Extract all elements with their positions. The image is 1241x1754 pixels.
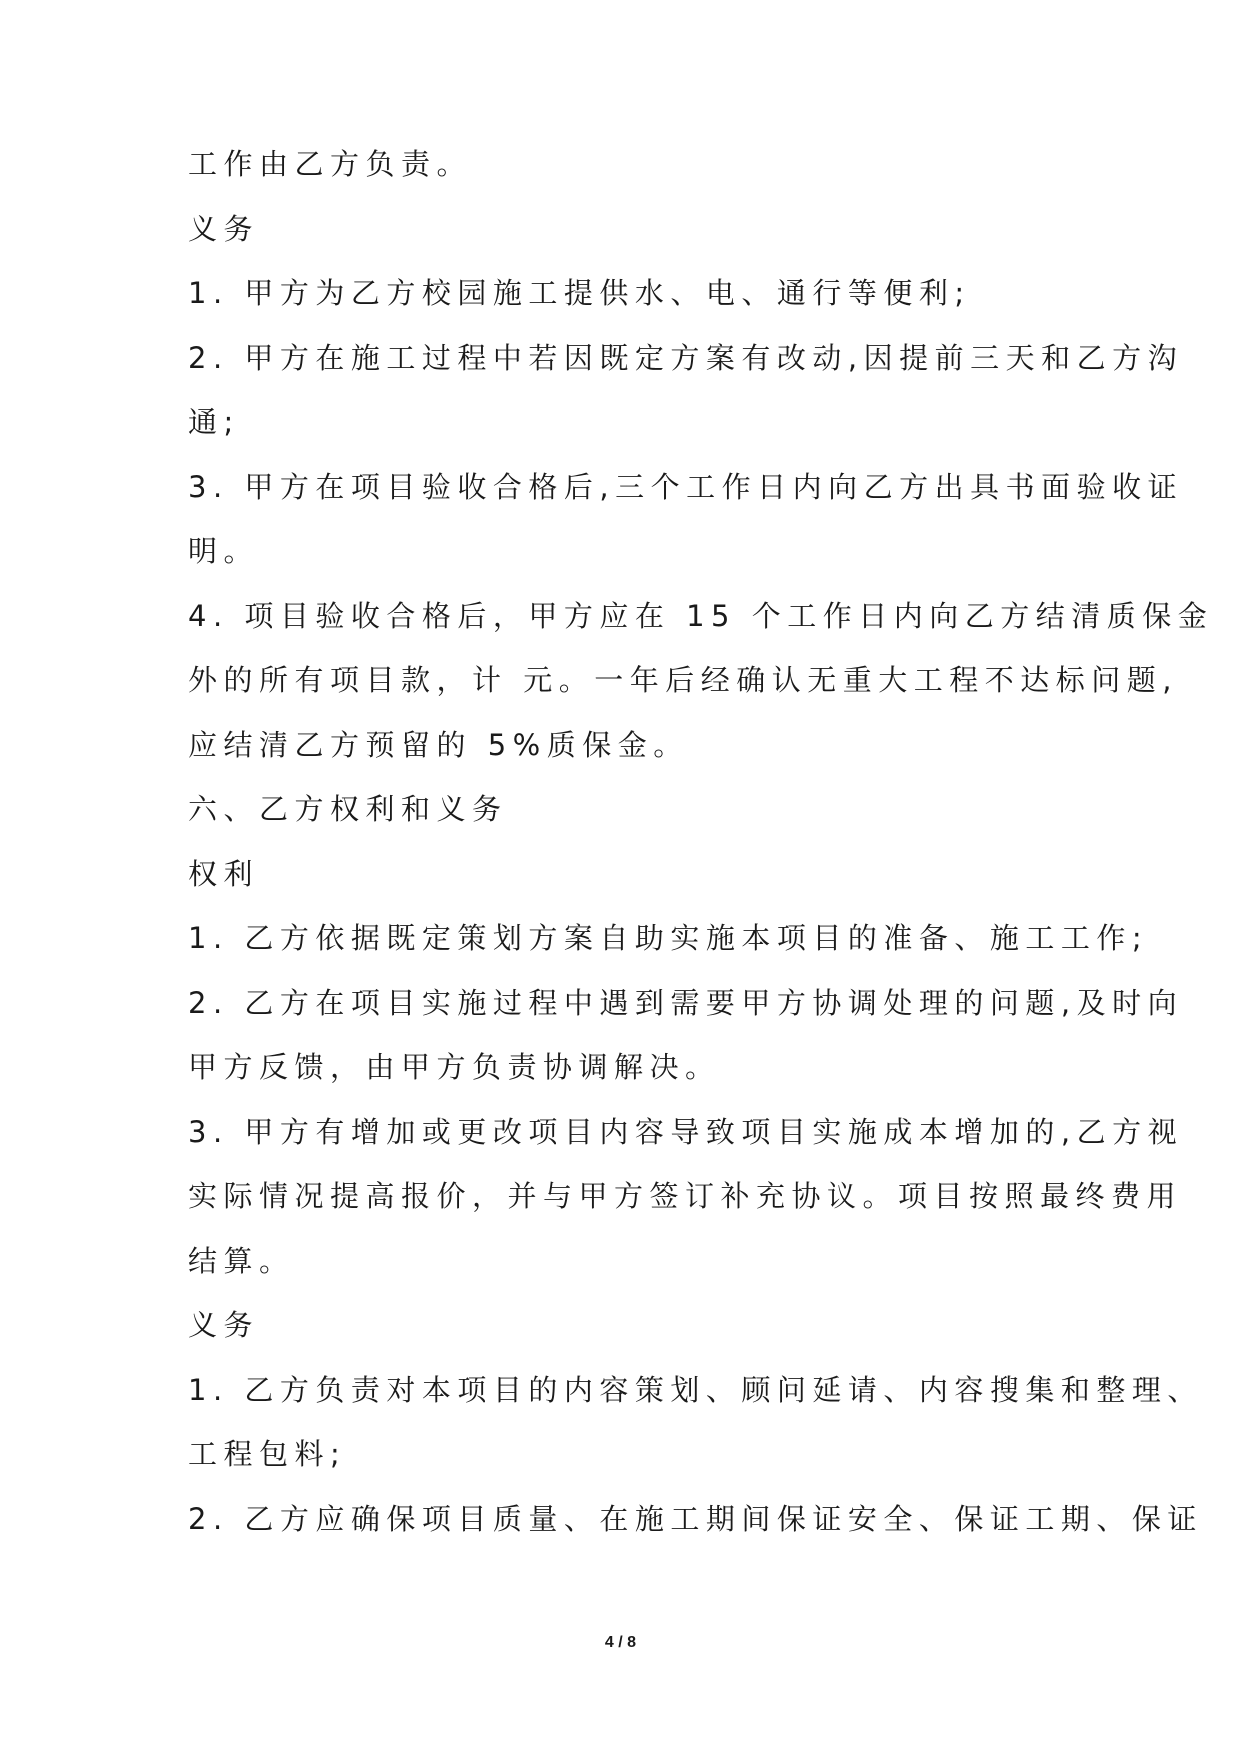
text-line: 工作由乙方负责。 — [188, 147, 473, 181]
text-line: 明。 — [188, 534, 260, 568]
section-heading: 义务 — [188, 211, 260, 246]
page-number: 4 / 8 — [604, 1634, 637, 1651]
text-line: 甲方反馈，由甲方负责协调解决。 — [188, 1050, 721, 1084]
text-line: 2. 乙方在项目实施过程中遇到需要甲方协调处理的问题,及时向 — [188, 985, 1184, 1020]
text-line: 1. 甲方为乙方校园施工提供水、电、通行等便利; — [188, 276, 971, 310]
body-text — [188, 147, 1214, 1569]
text-line: 结算。 — [188, 1243, 295, 1278]
section-heading: 权利 — [188, 856, 260, 891]
section-heading: 六、乙方权利和义务 — [188, 792, 508, 826]
text-line: 工程包料; — [188, 1437, 347, 1471]
text-line: 3. 甲方有增加或更改项目内容导致项目实施成本增加的,乙方视 — [188, 1114, 1184, 1149]
text-line: 3. 甲方在项目验收合格后,三个工作日内向乙方出具书面验收证 — [188, 469, 1184, 504]
text-line: 实际情况提高报价，并与甲方签订补充协议。项目按照最终费用 — [188, 1179, 1183, 1213]
text-line: 4. 项目验收合格后，甲方应在 15 个工作日内向乙方结清质保金 — [188, 598, 1214, 633]
text-line: 2. 乙方应确保项目质量、在施工期间保证安全、保证工期、保证 — [188, 1501, 1203, 1536]
text-line: 通; — [188, 405, 240, 439]
section-heading: 义务 — [188, 1308, 260, 1342]
text-line: 1. 乙方负责对本项目的内容策划、顾问延请、内容搜集和整理、 — [188, 1372, 1203, 1407]
text-line: 2. 甲方在施工过程中若因既定方案有改动,因提前三天和乙方沟 — [188, 340, 1184, 375]
text-line: 1. 乙方依据既定策划方案自助实施本项目的准备、施工工作; — [188, 921, 1149, 955]
text-line: 应结清乙方预留的 5%质保金。 — [188, 727, 689, 762]
text-line: 外的所有项目款，计 元。一年后经确认无重大工程不达标问题, — [188, 663, 1178, 697]
